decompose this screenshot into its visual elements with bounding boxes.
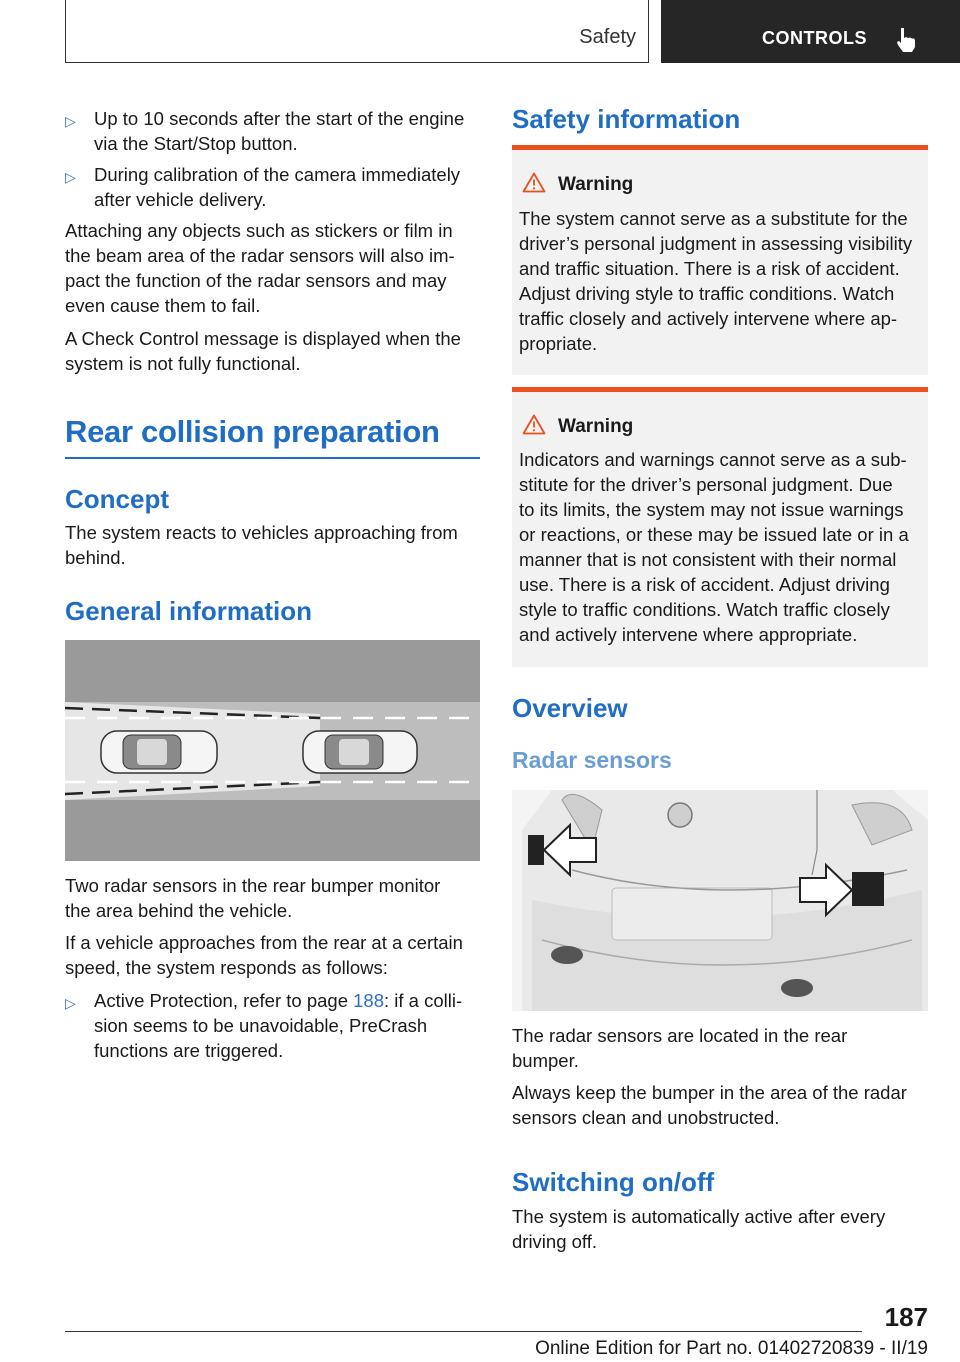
header-section-label: Safety <box>579 26 636 48</box>
paragraph-check-control: A Check Control message is displayed when the system is not fully functional. <box>65 328 461 374</box>
rear-radar-illustration <box>65 640 480 861</box>
subsection-title-switching: Switching on/off <box>512 1167 715 1197</box>
bullet-triangle-icon: ▷ <box>65 113 76 129</box>
warning-box-1 <box>512 150 928 375</box>
car-left-icon <box>101 731 217 773</box>
paragraph-concept: The system reacts to vehicles approaching from behind. <box>65 522 458 568</box>
warning-triangle-icon <box>522 414 546 435</box>
paragraph-stickers: Attaching any objects such as stickers or film in the beam area of the radar sensors will also im- pact the function of the radar sensors and may even cause them to fail. <box>65 220 455 316</box>
subsection-title-radar-sensors: Radar sensors <box>512 747 672 773</box>
title-underline <box>65 457 480 459</box>
header-chapter-label: CONTROLS <box>762 28 867 48</box>
bullet-item-active-protection: ▷ Active Protection, refer to page 188: if a colli- sion seems to be unavoidable, PreCrash functions are triggered. <box>65 990 463 1061</box>
paragraph-general-2: If a vehicle approaches from the rear at a certain speed, the system responds as follows: <box>65 932 463 978</box>
warning-triangle-icon <box>522 172 546 193</box>
car-right-icon <box>303 731 417 773</box>
bullet-triangle-icon: ▷ <box>65 995 76 1011</box>
radar-sensor-left-icon <box>528 835 544 865</box>
warning-title: Warning <box>558 174 634 195</box>
paragraph-general-1: Two radar sensors in the rear bumper monitor the area behind the vehicle. <box>65 875 441 921</box>
page-link-188[interactable]: 188 <box>353 990 385 1011</box>
section-title-rear-collision: Rear collision preparation <box>65 414 440 449</box>
footer-edition: Online Edition for Part no. 01402720839 - II/19 <box>535 1338 928 1359</box>
paragraph-radar-1: The radar sensors are located in the rear bumper. <box>512 1025 848 1071</box>
warning-text: The system cannot serve as a substitute for the driver’s personal judgment in assessing visibility and traffic situation. There is a risk of accident. Adjust driving style to traffic conditions. Watch traffic closely and actively intervene where ap- propriate. <box>519 208 913 354</box>
subsection-title-concept: Concept <box>65 484 169 514</box>
subsection-title-general: General information <box>65 596 313 626</box>
subsection-title-overview: Overview <box>512 693 628 723</box>
warning-box-2 <box>512 392 928 667</box>
page-number: 187 <box>884 1302 928 1332</box>
footer-rule <box>65 1331 862 1332</box>
warning-text: Indicators and warnings cannot serve as a sub- stitute for the driver’s personal judgment. Due to its limits, the system may not issue warnings or reactions, or these may be issued late or in a manner that is not consistent with their normal use. There is a risk of accident. Adjust driving style to traffic conditions. Watch traffic closely and actively intervene where appropriate. <box>519 449 909 645</box>
radar-sensor-right-icon <box>852 872 884 906</box>
paragraph-radar-2: Always keep the bumper in the area of the radar sensors clean and unobstructed. <box>512 1082 907 1128</box>
rear-bumper-sensors-illustration <box>512 790 928 1011</box>
bullet-triangle-icon: ▷ <box>65 169 76 185</box>
pointing-hand-icon <box>894 26 920 54</box>
warning-title: Warning <box>558 416 634 437</box>
paragraph-switching: The system is automatically active after every driving off. <box>512 1206 886 1252</box>
bullet-item: ▷ During calibration of the camera immediately after vehicle delivery. <box>65 164 461 210</box>
section-title-safety-information: Safety information <box>512 104 741 134</box>
bullet-item: ▷ Up to 10 seconds after the start of the engine via the Start/Stop button. <box>65 108 465 154</box>
